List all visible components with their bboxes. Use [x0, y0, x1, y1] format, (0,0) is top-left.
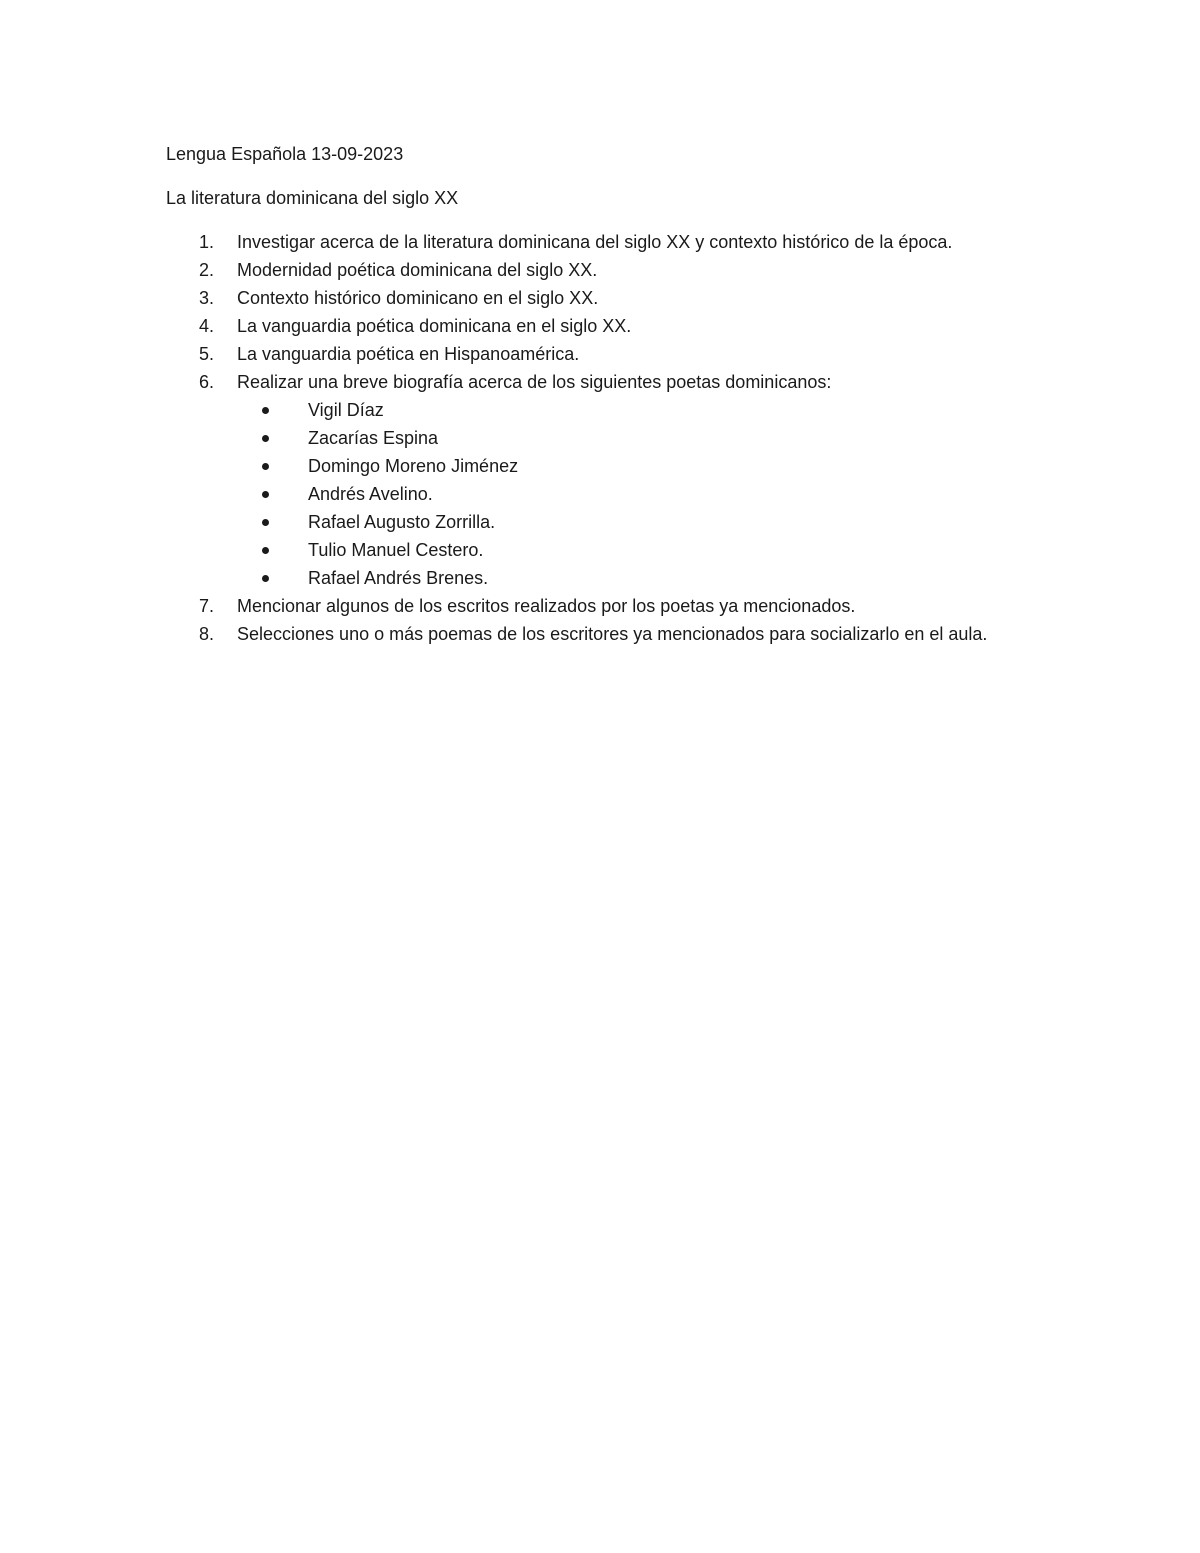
poet-item	[237, 424, 1046, 452]
list-item	[166, 592, 1046, 620]
list-item-text: Contexto histórico dominicano en el siglo XX.	[237, 288, 599, 308]
list-item-text: Realizar una breve biografía acerca de los siguientes poetas dominicanos:	[237, 372, 832, 392]
poet-name: Zacarías Espina	[308, 428, 439, 448]
bullet-icon	[262, 407, 269, 414]
list-number: 3.	[199, 288, 215, 308]
bullet-icon	[262, 463, 269, 470]
poet-item	[237, 536, 1046, 564]
list-item	[166, 284, 1046, 312]
poet-item	[237, 508, 1046, 536]
list-item	[166, 312, 1046, 340]
list-number: 4.	[199, 316, 215, 336]
poets-list	[237, 396, 1046, 592]
list-item-text: La vanguardia poética en Hispanoamérica.	[237, 344, 580, 364]
list-number: 2.	[199, 260, 215, 280]
list-item-text: Selecciones uno o más poemas de los escritores ya mencionados para socializarlo en el aula.	[237, 624, 988, 644]
list-item	[166, 228, 1046, 256]
list-item	[166, 620, 1046, 648]
list-number: 5.	[199, 344, 215, 364]
document-body	[166, 140, 1046, 648]
bullet-icon	[262, 575, 269, 582]
poet-name: Vigil Díaz	[308, 400, 384, 420]
poet-name: Rafael Andrés Brenes.	[308, 568, 489, 588]
list-item-text: Investigar acerca de la literatura dominicana del siglo XX y contexto histórico de la época.	[237, 232, 953, 252]
poet-item	[237, 564, 1046, 592]
list-item	[166, 368, 1046, 592]
poet-name: Tulio Manuel Cestero.	[308, 540, 484, 560]
poet-item	[237, 480, 1046, 508]
list-item-text: La vanguardia poética dominicana en el siglo XX.	[237, 316, 632, 336]
bullet-icon	[262, 519, 269, 526]
bullet-icon	[262, 435, 269, 442]
list-item	[166, 340, 1046, 368]
list-number: 7.	[199, 596, 215, 616]
poet-item	[237, 396, 1046, 424]
list-item	[166, 256, 1046, 284]
bullet-icon	[262, 547, 269, 554]
list-number: 6.	[199, 372, 215, 392]
bullet-icon	[262, 491, 269, 498]
poet-name: Rafael Augusto Zorrilla.	[308, 512, 496, 532]
document-subject: La literatura dominicana del siglo XX	[166, 188, 459, 208]
document-title: Lengua Española 13-09-2023	[166, 144, 404, 164]
poet-name: Domingo Moreno Jiménez	[308, 456, 519, 476]
list-number: 8.	[199, 624, 215, 644]
poet-name: Andrés Avelino.	[308, 484, 433, 504]
list-item-text: Modernidad poética dominicana del siglo XX.	[237, 260, 598, 280]
list-item-text: Mencionar algunos de los escritos realizados por los poetas ya mencionados.	[237, 596, 856, 616]
poet-item	[237, 452, 1046, 480]
list-number: 1.	[199, 232, 215, 252]
numbered-list	[166, 228, 1046, 648]
